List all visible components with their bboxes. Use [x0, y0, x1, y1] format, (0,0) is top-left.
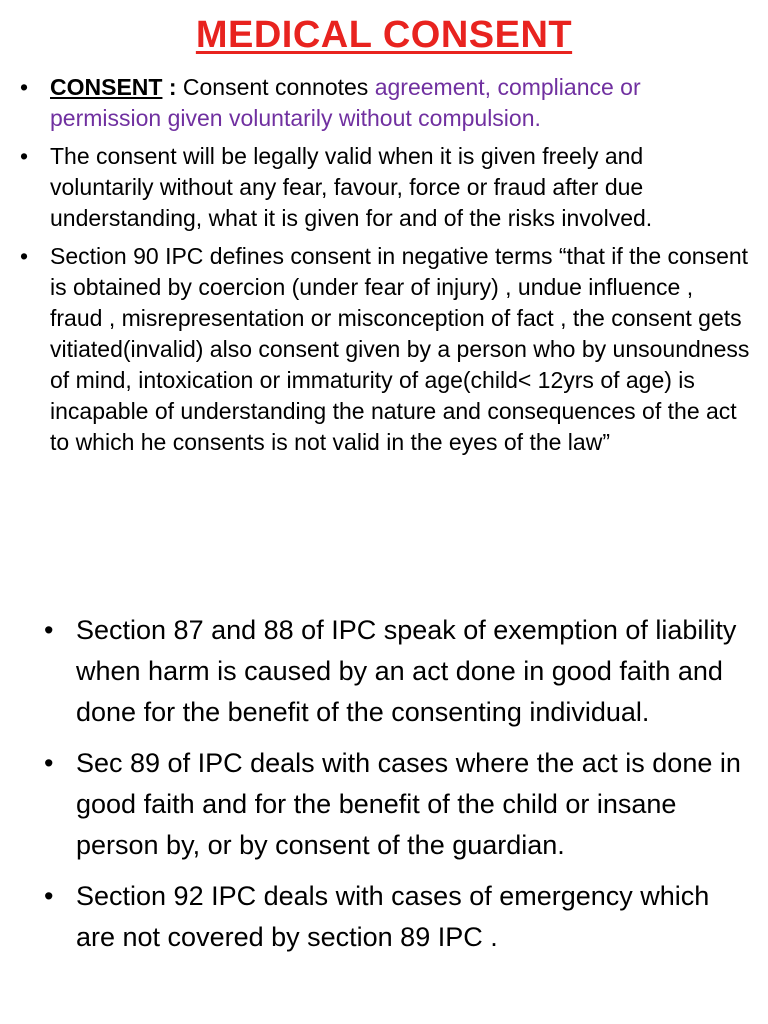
bullet-icon: • [44, 615, 54, 645]
list-item-section-87-88 [44, 610, 744, 733]
definition-text: Consent connotes [182, 74, 375, 100]
section-89-text: Sec 89 of IPC deals with cases where the act is done in good faith and for the benefit of the child or insane person by, or by consent of the guardian. [76, 748, 741, 860]
bullet-icon: • [44, 748, 54, 778]
list-item-section-89 [44, 743, 744, 866]
section-87-88-text: Section 87 and 88 of IPC speak of exemption of liability when harm is caused by an act done in good faith and done for the benefit of the consenting individual. [76, 615, 737, 727]
bullet-icon: • [20, 143, 29, 169]
definition-highlight: agreement, compliance or permission given voluntarily without compulsion. [50, 74, 641, 131]
section-90-text: Section 90 IPC defines consent in negative terms “that if the consent is obtained by coercion (under fear of injury) , undue influence , fraud , misrepresentation or misconception of fact , the consent gets vitiated(invalid) also consent given by a person who by unsoundness of mind, intoxication or immaturity of age(child< 12yrs of age) is incapable of understanding the nature and consequences of the act to which he consents is not valid in the eyes of the law” [50, 243, 750, 455]
term-heading [50, 74, 183, 100]
ipc-sections-list [44, 610, 744, 968]
section-92-text: Section 92 IPC deals with cases of emergency which are not covered by section 89 IPC . [76, 881, 710, 952]
legal-validity-text: The consent will be legally valid when it is given freely and voluntarily without any fear, favour, force or fraud after due understanding, what it is given for and of the risks involved. [50, 143, 653, 231]
list-item-consent-definition [20, 72, 750, 134]
term-separator: : [162, 74, 183, 100]
consent-definitions-list [20, 72, 750, 465]
term-label: CONSENT [50, 74, 163, 100]
bullet-icon: • [20, 74, 29, 100]
list-item-section-90 [20, 241, 750, 458]
page-title: MEDICAL CONSENT [195, 14, 573, 56]
list-item-section-92 [44, 876, 744, 958]
bullet-icon: • [44, 881, 54, 911]
list-item-legal-validity [20, 141, 750, 234]
bullet-icon: • [20, 243, 29, 269]
